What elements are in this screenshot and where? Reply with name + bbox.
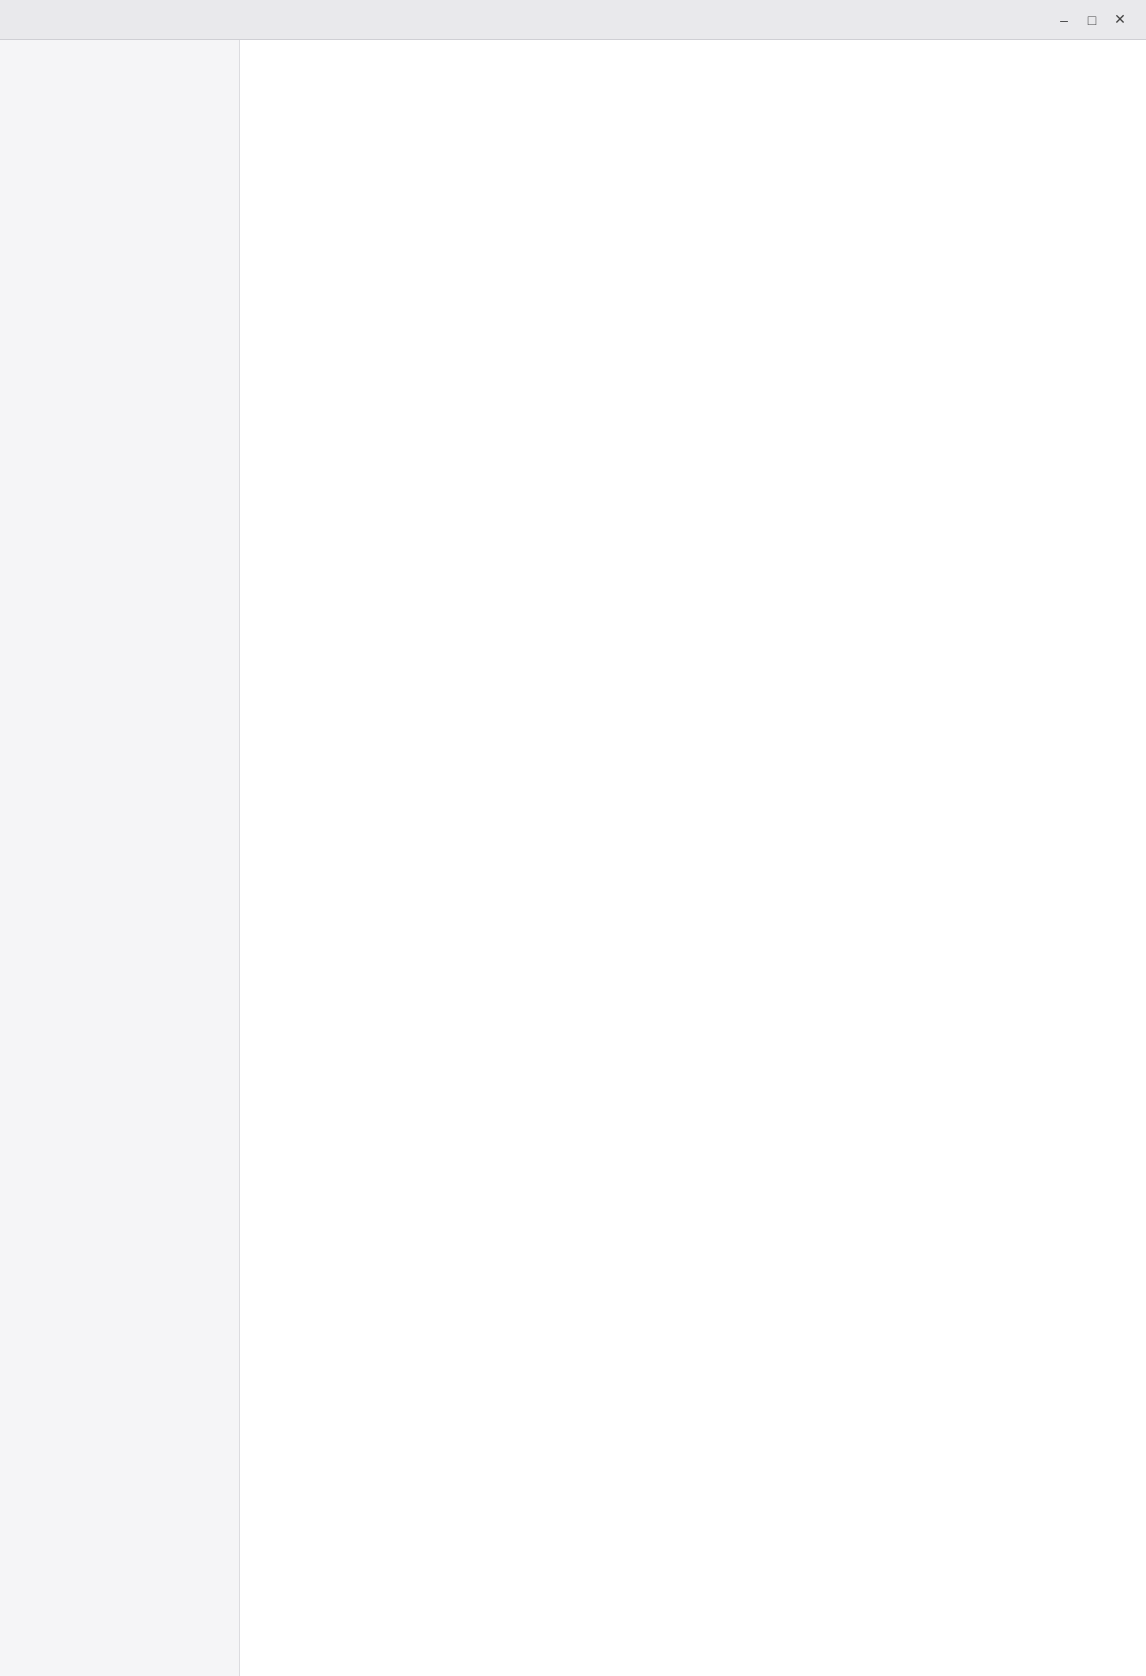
minimize-icon[interactable]: –	[1060, 11, 1068, 28]
page-title	[256, 56, 1130, 84]
title-bar	[0, 0, 1146, 40]
main-panel	[240, 40, 1146, 1676]
maximize-icon[interactable]: □	[1087, 11, 1097, 28]
sidebar	[0, 40, 240, 1676]
window-body	[0, 40, 1146, 1676]
close-icon[interactable]: ✕	[1114, 11, 1126, 27]
